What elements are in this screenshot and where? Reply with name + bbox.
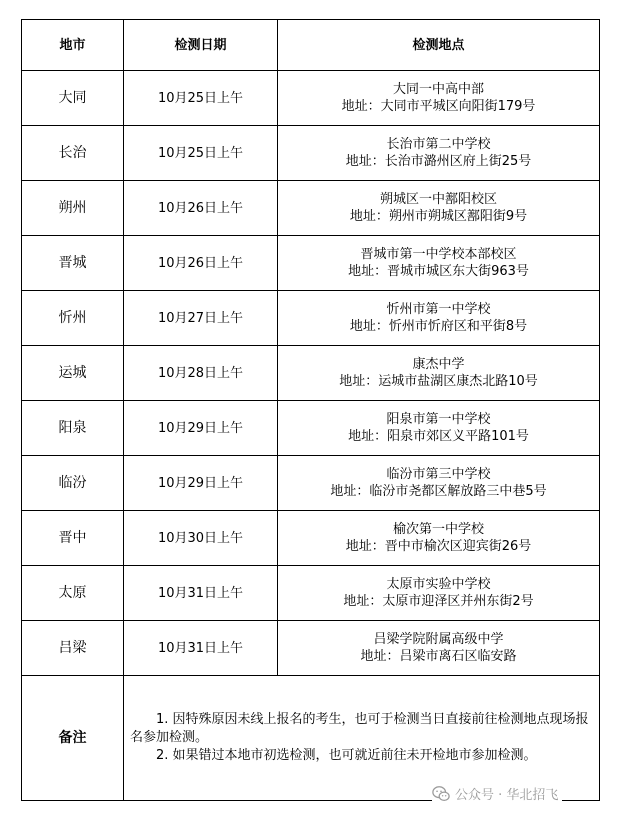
remark-label: 备注 xyxy=(22,676,124,801)
venue-address: 地址：忻州市忻府区和平街8号 xyxy=(349,319,528,334)
venue-name: 太原市实验中学校 xyxy=(386,577,491,592)
venue-address: 地址：长治市潞州区府上街25号 xyxy=(345,154,532,169)
table-row xyxy=(22,71,600,126)
table-body xyxy=(22,71,600,676)
cell-place xyxy=(278,236,600,291)
cell-city: 阳泉 xyxy=(22,401,124,456)
cell-city: 晋中 xyxy=(22,511,124,566)
watermark xyxy=(432,784,562,803)
cell-place xyxy=(278,621,600,676)
remark-content xyxy=(124,676,600,801)
cell-place xyxy=(278,456,600,511)
table-row xyxy=(22,346,600,401)
table-row xyxy=(22,456,600,511)
cell-city: 吕梁 xyxy=(22,621,124,676)
remark-line-2: 2. 如果错过本地市初选检测，也可就近前往未开检地市参加检测。 xyxy=(156,748,537,763)
table-row xyxy=(22,181,600,236)
venue-address: 地址：临汾市尧都区解放路三中巷5号 xyxy=(330,484,547,499)
schedule-table xyxy=(21,19,600,801)
table-row xyxy=(22,566,600,621)
cell-date: 10月28日上午 xyxy=(124,346,278,401)
cell-place xyxy=(278,71,600,126)
table-row xyxy=(22,236,600,291)
cell-city: 临汾 xyxy=(22,456,124,511)
cell-place xyxy=(278,401,600,456)
cell-city: 运城 xyxy=(22,346,124,401)
venue-name: 吕梁学院附属高级中学 xyxy=(373,632,504,647)
cell-place xyxy=(278,346,600,401)
cell-place xyxy=(278,126,600,181)
cell-city: 长治 xyxy=(22,126,124,181)
cell-date: 10月25日上午 xyxy=(124,71,278,126)
venue-name: 晋城市第一中学校本部校区 xyxy=(360,247,517,262)
cell-place xyxy=(278,566,600,621)
cell-date: 10月25日上午 xyxy=(124,126,278,181)
cell-date: 10月31日上午 xyxy=(124,566,278,621)
venue-address: 地址：阳泉市郊区义平路101号 xyxy=(348,429,529,444)
cell-place xyxy=(278,291,600,346)
table-row xyxy=(22,401,600,456)
table-row xyxy=(22,511,600,566)
cell-city: 朔州 xyxy=(22,181,124,236)
cell-date: 10月26日上午 xyxy=(124,236,278,291)
cell-place xyxy=(278,181,600,236)
venue-address: 地址：运城市盐湖区康杰北路10号 xyxy=(339,374,538,389)
header-date: 检测日期 xyxy=(124,20,278,71)
cell-date: 10月30日上午 xyxy=(124,511,278,566)
venue-name: 朔城区一中鄯阳校区 xyxy=(379,192,497,207)
venue-address: 地址：太原市迎泽区并州东街2号 xyxy=(343,594,534,609)
header-city: 地市 xyxy=(22,20,124,71)
cell-date: 10月26日上午 xyxy=(124,181,278,236)
venue-name: 康杰中学 xyxy=(412,357,465,372)
remark-row xyxy=(22,676,600,801)
table-row xyxy=(22,621,600,676)
venue-address: 地址：晋城市城区东大街963号 xyxy=(348,264,529,279)
venue-name: 临汾市第三中学校 xyxy=(386,467,491,482)
cell-date: 10月31日上午 xyxy=(124,621,278,676)
venue-name: 榆次第一中学校 xyxy=(392,522,484,537)
cell-city: 忻州 xyxy=(22,291,124,346)
watermark-text: 公众号 · 华北招飞 xyxy=(455,788,559,803)
cell-date: 10月27日上午 xyxy=(124,291,278,346)
table-row xyxy=(22,126,600,181)
cell-date: 10月29日上午 xyxy=(124,456,278,511)
cell-city: 晋城 xyxy=(22,236,124,291)
venue-name: 忻州市第一中学校 xyxy=(386,302,491,317)
wechat-icon xyxy=(432,785,450,803)
cell-city: 太原 xyxy=(22,566,124,621)
venue-name: 阳泉市第一中学校 xyxy=(386,412,491,427)
cell-date: 10月29日上午 xyxy=(124,401,278,456)
cell-place xyxy=(278,511,600,566)
header-place: 检测地点 xyxy=(278,20,600,71)
table-row xyxy=(22,291,600,346)
cell-city: 大同 xyxy=(22,71,124,126)
remark-line-1: 1. 因特殊原因未线上报名的考生，也可于检测当日直接前往检测地点现场报名参加检测。 xyxy=(130,712,589,745)
venue-address: 地址：朔州市朔城区鄯阳街9号 xyxy=(349,209,528,224)
venue-name: 大同一中高中部 xyxy=(392,82,484,97)
venue-address: 地址：大同市平城区向阳街179号 xyxy=(341,99,536,114)
venue-address: 地址：吕梁市离石区临安路 xyxy=(360,649,517,664)
venue-address: 地址：晋中市榆次区迎宾街26号 xyxy=(345,539,532,554)
venue-name: 长治市第二中学校 xyxy=(386,137,491,152)
table-header-row xyxy=(22,20,600,71)
